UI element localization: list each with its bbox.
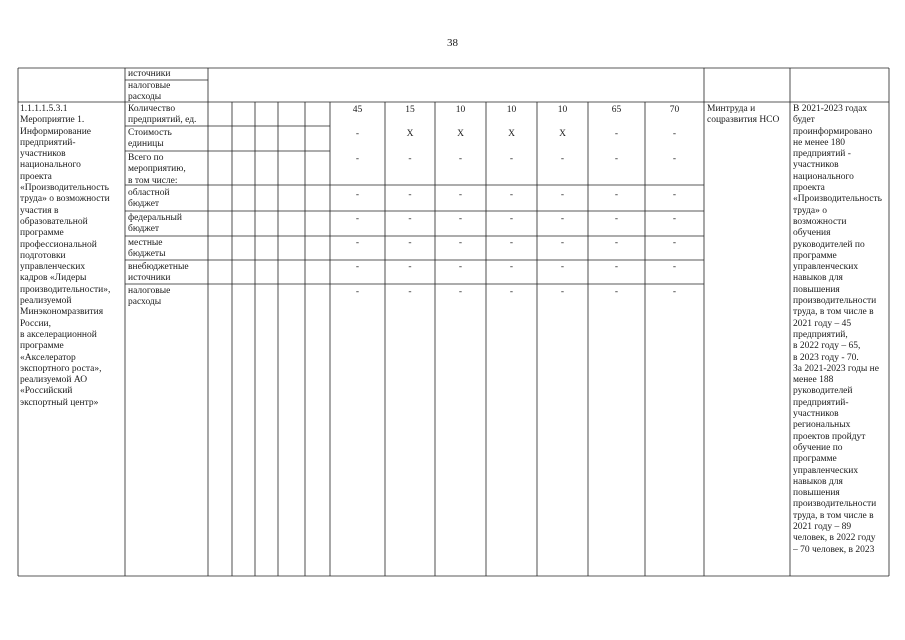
table-cell: - bbox=[560, 287, 565, 297]
table-cell: - bbox=[614, 154, 619, 164]
table-cell: - bbox=[458, 190, 463, 200]
table-cell: - bbox=[355, 287, 360, 297]
table-cell: - bbox=[408, 190, 412, 200]
table-cell: - bbox=[458, 214, 463, 224]
table-cell: 70 bbox=[669, 105, 680, 115]
table-cell: - bbox=[614, 262, 619, 272]
table-cell: X bbox=[559, 129, 566, 139]
carryover-label: налоговые расходы bbox=[128, 81, 171, 103]
executor-cell: Минтруда и соцразвития НСО bbox=[707, 104, 780, 126]
table-cell: - bbox=[355, 190, 360, 200]
table-cell: - bbox=[672, 190, 677, 200]
table-cell: - bbox=[614, 214, 619, 224]
table-cell: - bbox=[458, 154, 463, 164]
table-cell: - bbox=[560, 238, 565, 248]
expected-result-cell: В 2021-2023 годах будет проинформировано не менее 180 предприятий - участников национального проекта «Производительность труда» о возможности обучения руководителей по программе управленческих навыков для повышения производительности труда, в том числе в 2021 году – 45 предприятий, в 2022 году – 65, в 2023 году - 70. За 2021-2023 годы не менее 188 руководителей предприятий- участников региональных проектов пройдут обучение по программе управленческих навыков для повышения производительности труда, в том числе в 2021 году – 89 человек, в 2022 году – 70 человек, в 2023 bbox=[793, 104, 882, 555]
table-cell: 45 bbox=[352, 105, 363, 115]
table-cell: - bbox=[672, 238, 677, 248]
table-cell: - bbox=[408, 287, 412, 297]
table-cell: - bbox=[458, 262, 463, 272]
table-cell: - bbox=[614, 129, 619, 139]
table-cell: - bbox=[560, 154, 565, 164]
measure-title: 1.1.1.1.5.3.1 Мероприятие 1. Информирование предприятий- участников национального проекта «Производительность труда» о возможности участия в образовательной программе профессиональной подготовки управленческих кадров «Лидеры производительности», реализуемой Минэкономразвития России, в акселерационной программе «Акселератор экспортного роста», реализуемой АО «Российский экспортный центр» bbox=[20, 104, 111, 408]
table-cell: - bbox=[509, 238, 514, 248]
table-cell: - bbox=[560, 262, 565, 272]
table-cell: - bbox=[672, 262, 677, 272]
table-cell: X bbox=[508, 129, 515, 139]
table-cell: - bbox=[560, 214, 565, 224]
row-label: налоговые расходы bbox=[128, 286, 171, 308]
table-cell: - bbox=[408, 262, 412, 272]
table-cell: - bbox=[355, 238, 360, 248]
table-cell: - bbox=[614, 190, 619, 200]
table-cell: 65 bbox=[611, 105, 622, 115]
table-cell: - bbox=[355, 262, 360, 272]
table-cell: - bbox=[672, 214, 677, 224]
table-cell: - bbox=[408, 214, 412, 224]
table-cell: - bbox=[509, 190, 514, 200]
table-cell: - bbox=[672, 129, 677, 139]
table-cell: - bbox=[355, 214, 360, 224]
table-cell: - bbox=[509, 262, 514, 272]
table-cell: - bbox=[560, 190, 565, 200]
page-number: 38 bbox=[447, 37, 458, 49]
row-label: внебюджетные источники bbox=[128, 262, 189, 284]
table-cell: - bbox=[355, 154, 360, 164]
table-cell: - bbox=[408, 154, 412, 164]
table-cell: - bbox=[509, 154, 514, 164]
table-cell: - bbox=[672, 154, 677, 164]
row-label: Стоимость единицы bbox=[128, 128, 172, 150]
table-cell: X bbox=[406, 129, 414, 139]
table-cell: - bbox=[509, 287, 514, 297]
table-cell: - bbox=[458, 238, 463, 248]
row-label: местные бюджеты bbox=[128, 238, 166, 260]
table-cell: 10 bbox=[557, 105, 568, 115]
row-label: Всего по мероприятию, в том числе: bbox=[128, 153, 186, 186]
row-label: областной бюджет bbox=[128, 188, 170, 210]
table-cell: 15 bbox=[405, 105, 415, 115]
table-cell: X bbox=[457, 129, 464, 139]
table-cell: - bbox=[509, 214, 514, 224]
table-cell: 10 bbox=[506, 105, 517, 115]
table-cell: - bbox=[614, 238, 619, 248]
row-label: Количество предприятий, ед. bbox=[128, 104, 197, 126]
table-cell: - bbox=[355, 129, 360, 139]
table-cell: - bbox=[614, 287, 619, 297]
carryover-label: источники bbox=[128, 69, 171, 79]
table-cell: 10 bbox=[455, 105, 466, 115]
table-cell: - bbox=[672, 287, 677, 297]
table-cell: - bbox=[408, 238, 412, 248]
table-cell: - bbox=[458, 287, 463, 297]
row-label: федеральный бюджет bbox=[128, 213, 182, 235]
